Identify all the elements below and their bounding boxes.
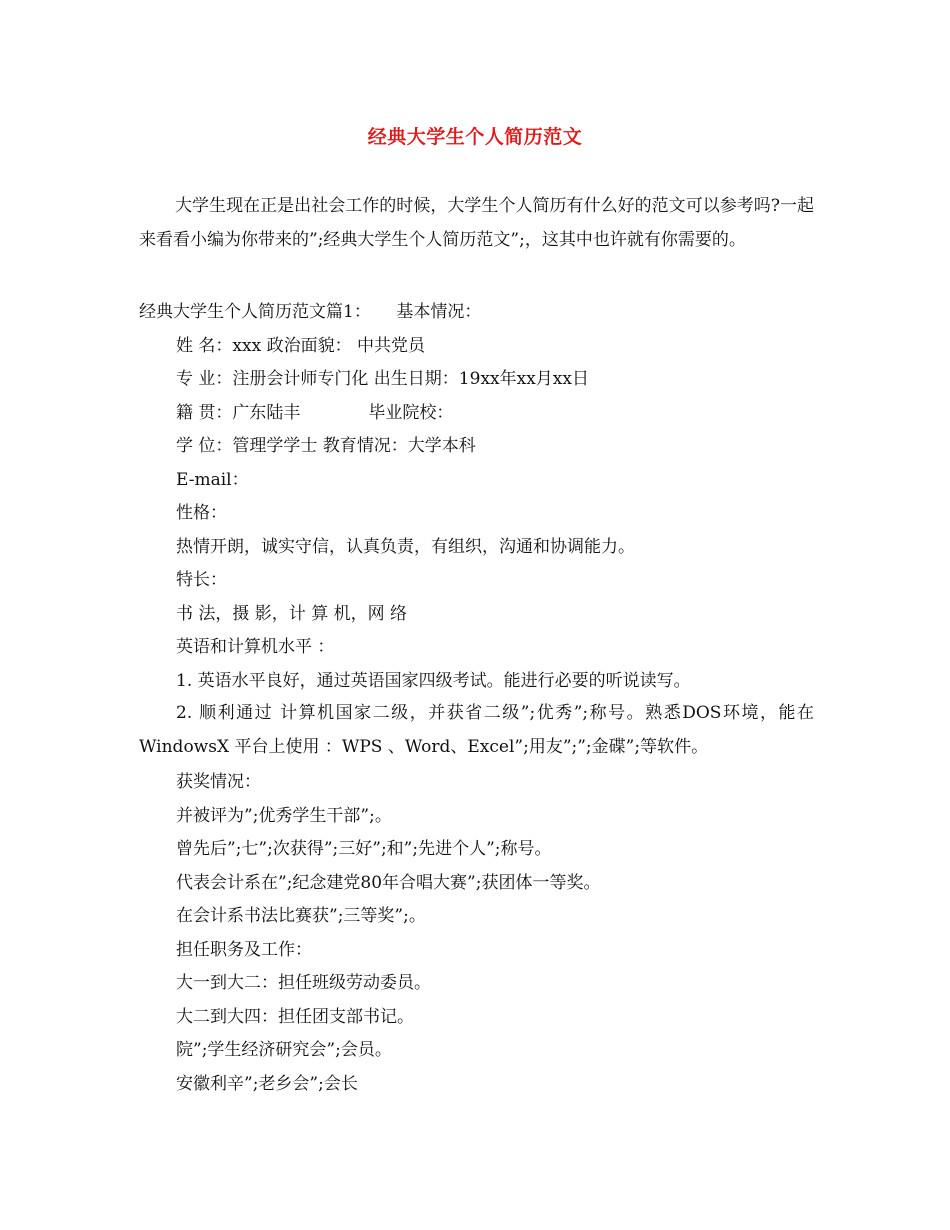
line-computer: 2. 顺利通过 计算机国家二级，并获省二级”;优秀”;称号。熟悉DOS环境，能在WindowsX 平台上使用 ：WPS 、Word、Excel”;用友”;”;金碟”;等软件。	[139, 703, 814, 757]
line-personality-label: 性格：	[176, 503, 227, 523]
line-award-4: 在会计系书法比赛获”;三等奖”;。	[176, 906, 426, 926]
line-duty-1: 大一到大二：担任班级劳动委员。	[176, 973, 431, 993]
line-degree: 学 位：管理学学士 教育情况：大学本科	[176, 436, 476, 456]
line-english: 1. 英语水平良好，通过英语国家四级考试。能进行必要的听说读写。	[176, 671, 691, 691]
line-major: 专 业：注册会计师专门化 出生日期：19xx年xx月xx日	[176, 369, 589, 389]
line-duty-2: 大二到大四：担任团支部书记。	[176, 1007, 414, 1027]
line-hometown: 籍 贯：广东陆丰 毕业院校：	[176, 403, 454, 423]
page-title: 经典大学生个人简历范文	[367, 126, 583, 148]
line-personality: 热情开朗，诚实守信，认真负责，有组织，沟通和协调能力。	[176, 537, 635, 557]
line-name: 姓 名：xxx 政治面貌： 中共党员	[176, 336, 425, 356]
line-skills-label: 特长：	[176, 570, 227, 590]
line-award-3: 代表会计系在”;纪念建党80年合唱大赛”;获团体一等奖。	[176, 873, 601, 893]
line-award-2: 曾先后”;七”;次获得”;三好”;和”;先进个人”;称号。	[176, 839, 552, 859]
section-heading-basic: 经典大学生个人简历范文篇1： 基本情况：	[139, 302, 482, 322]
intro-paragraph: 大学生现在正是出社会工作的时候，大学生个人简历有什么好的范文可以参考吗?一起来看看小编为你带来的”;经典大学生个人简历范文”;，这其中也许就有你需要的。	[139, 196, 814, 250]
line-duty-4: 安徽利辛”;老乡会”;会长	[176, 1074, 358, 1094]
line-level-label: 英语和计算机水平 ：	[176, 637, 335, 657]
line-award-1: 并被评为”;优秀学生干部”;。	[176, 806, 392, 826]
line-skills: 书 法，摄 影，计 算 机，网 络	[176, 604, 408, 624]
line-email: E-mail：	[176, 470, 249, 490]
line-duty-3: 院”;学生经济研究会”;会员。	[176, 1040, 392, 1060]
line-awards-label: 获奖情况：	[176, 772, 261, 792]
line-duties-label: 担任职务及工作：	[176, 940, 312, 960]
